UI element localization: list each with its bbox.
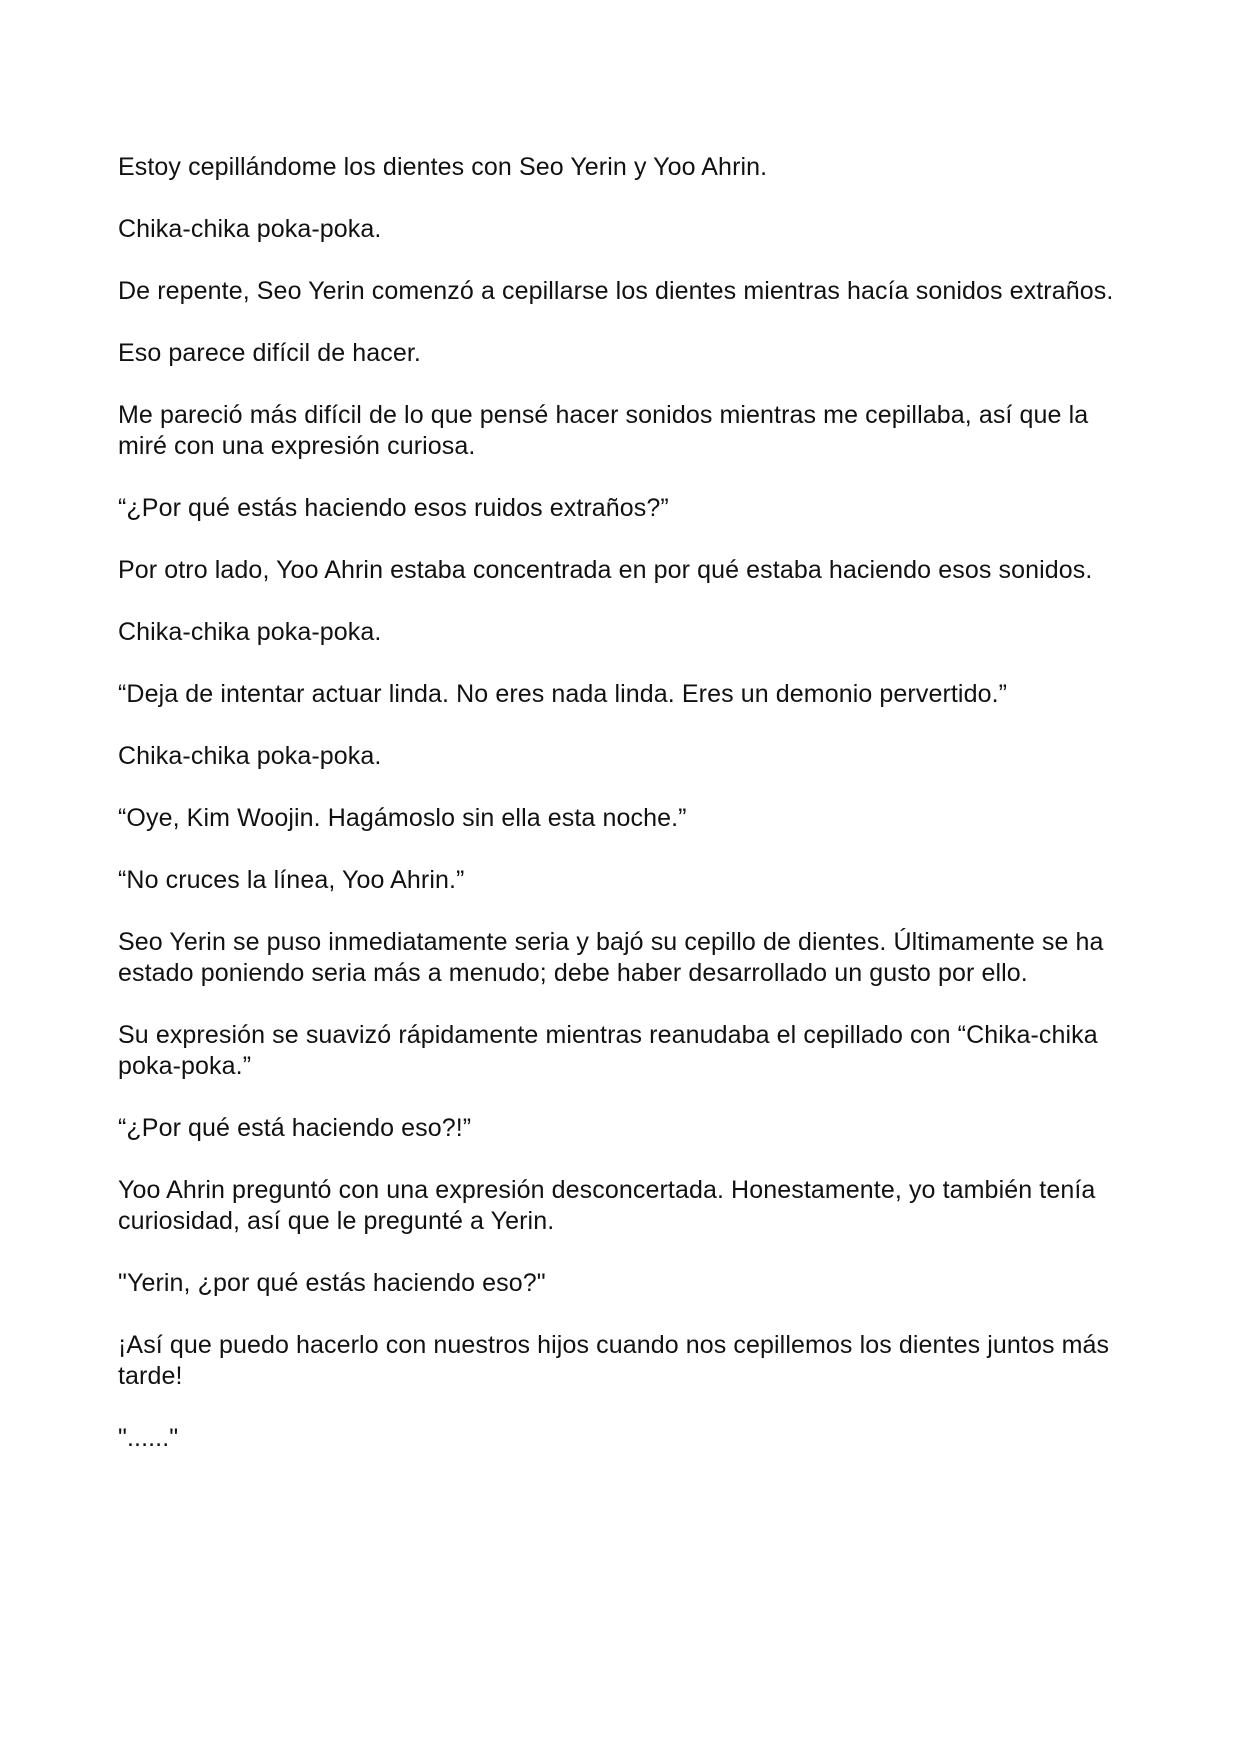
paragraph-13: Seo Yerin se puso inmediatamente seria y bajó su cepillo de dientes. Últimamente se ha estado poniendo seria más a menudo; debe haber desarrollado un gusto por ello. [118,928,1104,987]
paragraph-19: "......" [118,1424,179,1452]
paragraph-17: "Yerin, ¿por qué estás haciendo eso?" [118,1269,546,1297]
paragraph-3: De repente, Seo Yerin comenzó a cepillarse los dientes mientras hacía sonidos extraños. [118,277,1114,305]
paragraph-16: Yoo Ahrin preguntó con una expresión desconcertada. Honestamente, yo también tenía curiosidad, así que le pregunté a Yerin. [118,1176,1096,1235]
paragraph-10: Chika-chika poka-poka. [118,742,382,770]
paragraph-12: “No cruces la línea, Yoo Ahrin.” [118,866,465,894]
paragraph-4: Eso parece difícil de hacer. [118,339,421,367]
paragraph-11: “Oye, Kim Woojin. Hagámoslo sin ella esta noche.” [118,804,687,832]
paragraph-6: “¿Por qué estás haciendo esos ruidos extraños?” [118,494,669,522]
paragraph-2: Chika-chika poka-poka. [118,215,382,243]
document-body [118,152,1128,1485]
paragraph-1: Estoy cepillándome los dientes con Seo Yerin y Yoo Ahrin. [118,153,768,181]
paragraph-15: “¿Por qué está haciendo eso?!” [118,1114,472,1142]
paragraph-18: ¡Así que puedo hacerlo con nuestros hijos cuando nos cepillemos los dientes juntos más tarde! [118,1331,1110,1390]
paragraph-7: Por otro lado, Yoo Ahrin estaba concentrada en por qué estaba haciendo esos sonidos. [118,556,1093,584]
paragraph-8: Chika-chika poka-poka. [118,618,382,646]
paragraph-14: Su expresión se suavizó rápidamente mientras reanudaba el cepillado con “Chika-chika poka-poka.” [118,1021,1098,1080]
paragraph-5: Me pareció más difícil de lo que pensé hacer sonidos mientras me cepillaba, así que la miré con una expresión curiosa. [118,401,1089,460]
paragraph-9: “Deja de intentar actuar linda. No eres nada linda. Eres un demonio pervertido.” [118,680,1008,708]
